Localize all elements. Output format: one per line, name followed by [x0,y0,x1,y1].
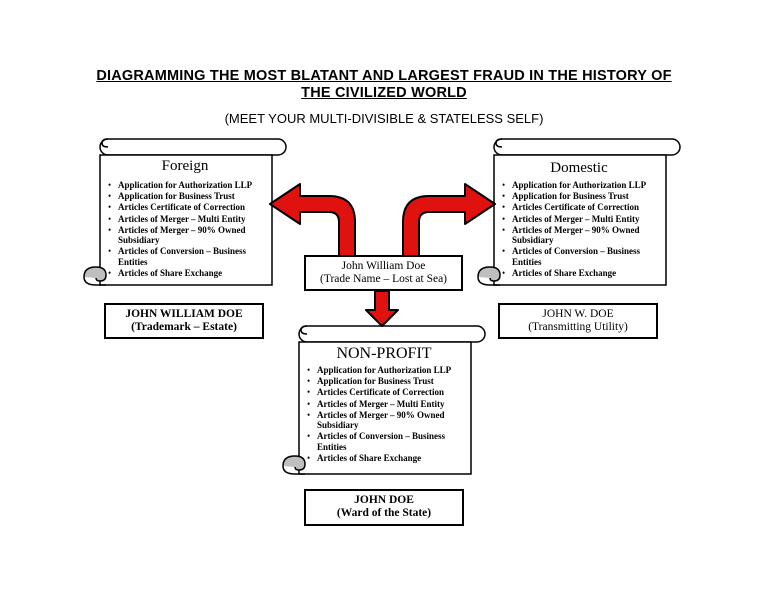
domestic-list-item: • Articles Certificate of Correction [502,202,662,212]
foreign-list-item: • Articles Certificate of Correction [108,202,268,212]
diagram-subtitle: (MEET YOUR MULTI-DIVISIBLE & STATELESS SELF) [224,111,544,126]
domestic-name-line-2: (Transmitting Utility) [528,321,628,333]
nonprofit-list-item: • Application for Business Trust [307,376,467,386]
arrow-to-foreign [270,184,355,256]
nonprofit-list-item: • Articles of Conversion – Business Entities [307,431,467,452]
arrow-to-domestic [403,184,495,256]
domestic-name-line-1: JOHN W. DOE [542,308,614,320]
domestic-list-item: • Articles of Merger – 90% Owned Subsidiary [502,225,662,246]
foreign-list-item: • Articles of Conversion – Business Entities [108,246,268,267]
nonprofit-list-item: • Articles of Merger – 90% Owned Subsidiary [307,410,467,431]
arrow-to-nonprofit [366,291,398,326]
foreign-list-item: • Articles of Merger – 90% Owned Subsidiary [108,225,268,246]
foreign-list-item: • Application for Business Trust [108,191,268,201]
trade-name-box [304,255,463,291]
foreign-name-line-2: (Trademark – Estate) [131,321,237,333]
foreign-list-item: • Articles of Merger – Multi Entity [108,214,268,224]
foreign-list-item: • Articles of Share Exchange [108,268,268,278]
nonprofit-list [307,365,467,464]
nonprofit-list-item: • Articles of Merger – Multi Entity [307,399,467,409]
foreign-name-line-1: JOHN WILLIAM DOE [125,308,243,320]
nonprofit-heading: NON-PROFIT [336,345,432,362]
domestic-name-box [498,303,658,339]
foreign-heading: Foreign [161,158,209,174]
foreign-list-item: • Application for Authorization LLP [108,180,268,190]
domestic-list-item: • Application for Authorization LLP [502,180,662,190]
domestic-list-item: • Articles of Conversion – Business Entities [502,246,662,267]
domestic-list-item: • Articles of Merger – Multi Entity [502,214,662,224]
title-line-1: DIAGRAMMING THE MOST BLATANT AND LARGEST FRAUD IN THE HISTORY OF [96,68,672,84]
title-line-2: THE CIVILIZED WORLD [301,85,467,101]
nonprofit-list-item: • Articles of Share Exchange [307,453,467,463]
nonprofit-name-box [304,489,464,526]
domestic-list [502,180,662,279]
trade-name-line-2: (Trade Name – Lost at Sea) [320,273,447,285]
foreign-list [108,180,268,279]
trade-name-line-1: John William Doe [341,260,426,272]
nonprofit-list-item: • Application for Authorization LLP [307,365,467,375]
foreign-name-box [104,303,264,339]
nonprofit-name-line-2: (Ward of the State) [336,507,432,519]
nonprofit-list-item: • Articles Certificate of Correction [307,387,467,397]
domestic-list-item: • Application for Business Trust [502,191,662,201]
domestic-list-item: • Articles of Share Exchange [502,268,662,278]
domestic-heading: Domestic [550,160,608,176]
nonprofit-name-line-1: JOHN DOE [354,494,414,506]
